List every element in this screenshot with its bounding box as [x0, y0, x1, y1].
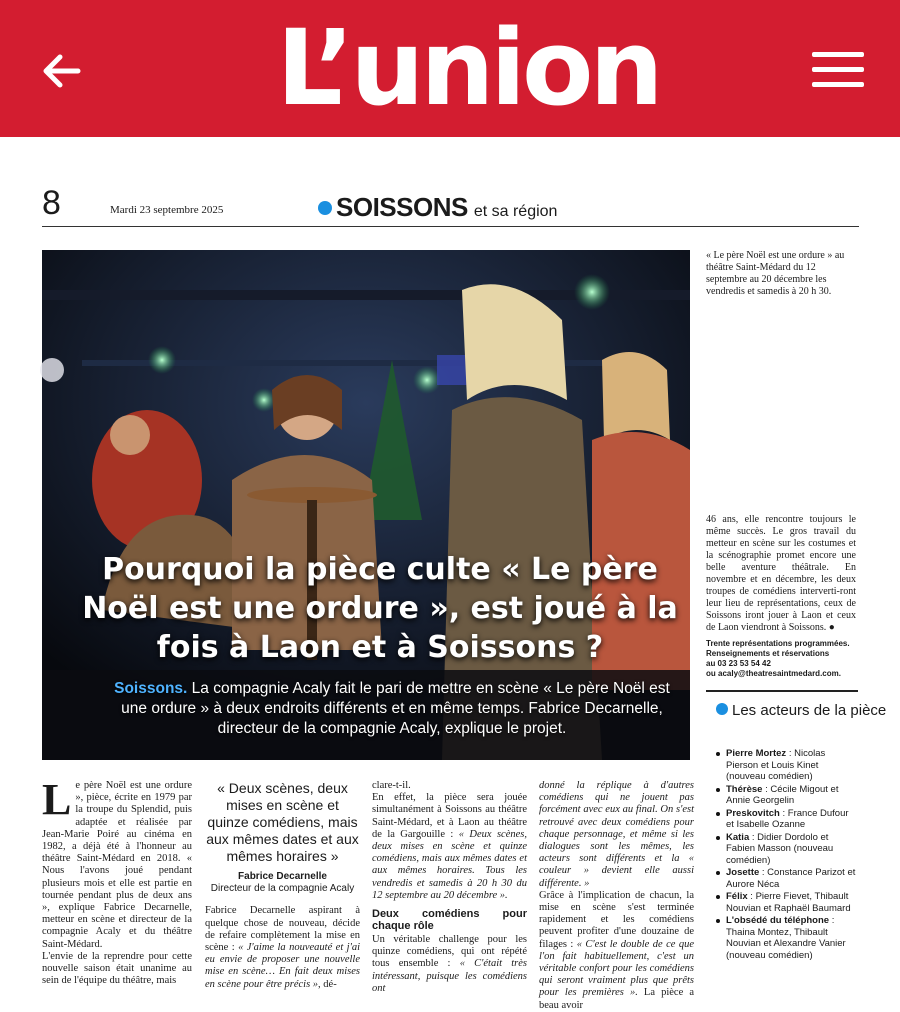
body-text: Fabrice Decarnelle aspirant à quelque chose de nouveau, décide de refaire complètement la mise en scène :: [205, 905, 360, 954]
article-subhead: Deux comédiens pour chaque rôle: [372, 908, 527, 933]
body-paragraph: [205, 905, 360, 990]
info-line: Renseignements et réservations: [706, 649, 830, 658]
body-quote: « C'était très intéressant, puisque les comédiens ont: [372, 958, 527, 994]
sidebar-text: 46 ans, elle rencontre toujours le même succès. Le gros travail du metteur en scène sur les costumes et la scénographie promet encore une belle aventure théâtrale. En novembre et en décembre, les deux troupes de comédiens interverti-ront leur lieu de représentations, ceux de Soissons iront jouer à Laon et ceux de Laon viendront à Soissons. ●: [706, 514, 856, 633]
actor-names: : Nicolas Pierson et Louis Kinet (nouveau comédien): [726, 748, 826, 782]
actors-title-text: Les acteurs de la pièce: [732, 702, 887, 719]
actor-role: Thérèse: [726, 783, 763, 795]
section-header: [318, 192, 557, 223]
drop-cap: L: [42, 775, 72, 824]
section-city: SOISSONS: [336, 192, 468, 222]
article-column-2: [205, 780, 360, 990]
lede-text: La compagnie Acaly fait le pari de mettre en scène « Le père Noël est une ordure » à deux endroits différents et en même temps. Fabrice Decarnelle, directeur de la compagnie Acaly, explique le projet.: [121, 680, 670, 737]
section-dot-icon: [318, 201, 332, 215]
body-paragraph: L'envie de la reprendre pour cette nouvelle saison était unanime au sein de l'équipe du théâtre, mais: [42, 950, 192, 987]
actor-item: [716, 915, 858, 961]
body-paragraph: clare-t-il.: [372, 780, 411, 791]
newspaper-page: [0, 137, 900, 1011]
section-suffix: et sa région: [473, 203, 558, 220]
article-column-3: [372, 780, 527, 994]
actors-title: [716, 702, 886, 719]
actor-names: : Constance Parizot et Aurore Néca: [726, 867, 856, 890]
body-quote: « Deux scènes, deux mises en scène et quinze comédiens, mais aux mêmes dates et aux mêmes horaires. Tous les vendredis et samedis à 20 h 30 du 12 septembre au 20 décembre ».: [372, 828, 527, 901]
menu-button[interactable]: [810, 48, 866, 92]
body-quote: donné la réplique à d'autres comédiens qui ne jouent pas forcément avec eux au final. On s'est retrouvé avec deux comédiens pour chaque personnage, et même si les dialogues sont les mêmes, les acteurs sont différents et la « couleur » devient elle aussi différente. »: [539, 780, 694, 889]
actors-dot-icon: [716, 703, 728, 715]
info-email: ou acaly@theatresaintmedard.com.: [706, 669, 841, 678]
lede-kicker: Soissons.: [114, 680, 188, 697]
info-line: Trente représentations programmées.: [706, 639, 850, 648]
body-paragraph: [372, 792, 527, 902]
actor-role: L'obsédé du téléphone: [726, 915, 830, 926]
actor-item: [716, 784, 858, 807]
back-button[interactable]: [38, 46, 88, 96]
actor-role: Josette: [726, 867, 760, 878]
actor-names: : Pierre Fievet, Thibault Nouvian et Raphaël Baumard: [726, 891, 851, 914]
info-phone: au 03 23 53 54 42: [706, 659, 771, 668]
actor-role: Félix: [726, 891, 748, 902]
actor-item: [716, 891, 858, 914]
actor-item: [716, 867, 858, 890]
body-paragraph: [539, 890, 694, 1012]
actor-item: [716, 748, 858, 783]
body-paragraph: e père Noël est une ordure », pièce, écrite en 1979 par la troupe du Splendid, puis adaptée et réalisée par Jean-Marie Poiré au cinéma en 1982, a déjà été à l'honneur au théâtre Saint-Médard en 2018. « Nous l'avons joué pendant plusieurs mois et elle est partie en tournée pendant plus de deux ans », explique Fabrice Decarnelle, metteur en scène et directeur de la compagnie Acaly et du théâtre Saint-Médard.: [42, 780, 192, 950]
actor-names: : Didier Dordolo et Fabien Masson (nouveau comédien): [726, 831, 834, 866]
actor-role: Preskovitch: [726, 807, 780, 819]
actors-divider: [706, 690, 858, 692]
article-column-4: [539, 780, 694, 1011]
actor-role: Katia: [726, 831, 750, 843]
issue-date: Mardi 23 septembre 2025: [110, 204, 224, 216]
body-quote: « J'aime la nouveauté et j'ai eu envie de proposer une nouvelle mise en scène… En fait deux mises en scène pour être précis »: [205, 942, 360, 990]
header-divider: [42, 226, 859, 227]
actor-item: [716, 808, 858, 831]
body-paragraph: [372, 934, 527, 995]
app-header: [0, 0, 900, 137]
body-text: Un véritable challenge pour les quinze comédiens, qui ont répété tous ensemble :: [372, 934, 527, 970]
brand-logo: L’union: [276, 7, 660, 129]
booking-info: [706, 639, 856, 679]
pull-quote: « Deux scènes, deux mises en scène et quinze comédiens, mais aux mêmes dates et aux mêmes horaires »: [206, 780, 359, 864]
body-text: , dé-: [318, 978, 337, 990]
actor-item: [716, 832, 858, 867]
photo-caption: « Le père Noël est une ordure » au théâtre Saint-Médard du 12 septembre au 20 décembre les vendredis et samedis à 20 h 30.: [706, 250, 845, 297]
article-lede: [102, 679, 682, 739]
actors-list: [716, 748, 858, 962]
actor-names: : France Dufour et Isabelle Ozanne: [726, 807, 849, 830]
body-text: Grâce à l'implication de chacun, la mise en scène s'est terminée rapidement et les comédiens peuvent profiter d'une douzaine de filages :: [539, 889, 694, 950]
article-photo: [42, 250, 690, 760]
page-number: 8: [42, 184, 61, 222]
actor-names: : Cécile Migout et Annie Georgelin: [726, 783, 839, 806]
article-column-1: [42, 775, 192, 987]
body-text: La pièce a beau avoir: [539, 987, 694, 1011]
article-headline: Pourquoi la pièce culte « Le père Noël est une ordure », est joué à la fois à Laon et à Soissons ?: [82, 552, 678, 665]
body-paragraph: [539, 780, 694, 890]
quote-role: Directeur de la compagnie Acaly: [210, 883, 355, 895]
hamburger-menu-icon: [810, 48, 866, 92]
body-quote: « C'est le double de ce que l'on fait habituellement, c'est un véritable confort pour les comédiens qui seront vraiment plus que prêts pour les premières ».: [539, 938, 694, 999]
quote-author: Fabrice Decarnelle: [238, 871, 327, 882]
arrow-left-icon: [38, 46, 88, 96]
body-text: En effet, la pièce sera jouée simultanément à Soissons au théâtre Saint-Médard, et à Laon au théâtre de la Gargouille :: [372, 792, 527, 840]
actor-role: Pierre Mortez: [726, 748, 787, 759]
actor-names: : Thaina Montez, Thibault Nouvian et Alexandre Vanier (nouveau comédien): [726, 915, 846, 961]
